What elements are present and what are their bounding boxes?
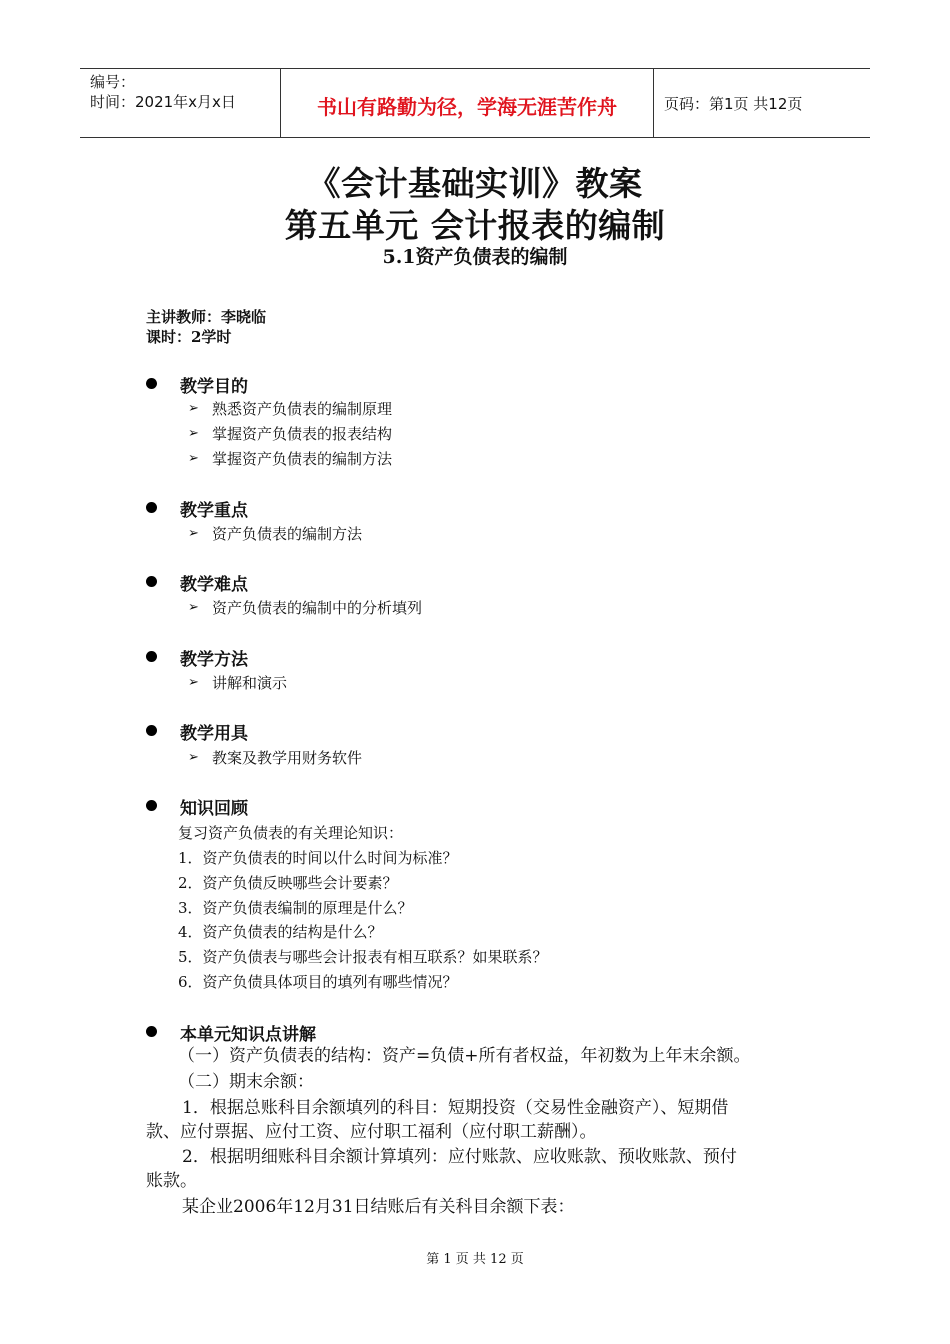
list-item: 1．资产负债表的时间以什么时间为标准？ (178, 849, 458, 867)
section-heading: 知识回顾 (180, 799, 248, 819)
page-info: 页码：第1页 共12页 (664, 95, 803, 113)
bullet-icon (146, 651, 157, 662)
section-heading: 教学重点 (180, 501, 248, 521)
list-item: 6．资产负债具体项目的填列有哪些情况？ (178, 973, 458, 991)
list-item: 教案及教学用财务软件 (212, 749, 363, 767)
list-item: 熟悉资产负债表的编制原理 (212, 400, 393, 418)
list-item: 资产负债表的编制中的分析填列 (212, 599, 423, 617)
document-title: 《会计基础实训》教案 (307, 164, 643, 203)
list-item: 掌握资产负债表的编制方法 (212, 450, 393, 468)
teacher-name: 主讲教师：李晓临 (146, 308, 267, 326)
arrow-bullet-icon: ➢ (188, 600, 199, 615)
header-info-cell (80, 69, 281, 137)
page-footer: 第 1 页 共 12 页 (426, 1252, 524, 1267)
list-item: 5．资产负债表与哪些会计报表有相互联系？如果联系？ (178, 948, 548, 966)
list-item: 掌握资产负债表的报表结构 (212, 425, 393, 443)
lesson-title: 5.1资产负债表的编制 (382, 246, 568, 268)
list-item: 2．资产负债反映哪些会计要素？ (178, 874, 398, 892)
paragraph: 2．根据明细账科目余额计算填列：应付账款、应收账款、预收账款、预付 (182, 1147, 737, 1167)
section-heading: 教学用具 (180, 724, 248, 744)
class-hours: 课时：2学时 (146, 328, 232, 346)
bullet-icon (146, 576, 157, 587)
header-motto-cell (281, 69, 654, 137)
list-item: 4．资产负债表的结构是什么？ (178, 923, 383, 941)
paragraph: 1．根据总账科目余额填列的科目：短期投资（交易性金融资产）、短期借 (182, 1098, 729, 1118)
section-heading: 教学方法 (180, 650, 248, 670)
section-heading: 教学难点 (180, 575, 248, 595)
bullet-icon (146, 1026, 157, 1037)
arrow-bullet-icon: ➢ (188, 401, 199, 416)
paragraph: （一）资产负债表的结构：资产=负债+所有者权益，年初数为上年末余额。 (178, 1046, 751, 1066)
arrow-bullet-icon: ➢ (188, 451, 199, 466)
paragraph: （二）期末余额： (178, 1072, 314, 1092)
arrow-bullet-icon: ➢ (188, 675, 199, 690)
bullet-icon (146, 800, 157, 811)
bullet-icon (146, 725, 157, 736)
bullet-icon (146, 502, 157, 513)
review-intro: 复习资产负债表的有关理论知识： (178, 824, 404, 842)
list-item: 资产负债表的编制方法 (212, 525, 363, 543)
bullet-icon (146, 378, 157, 389)
document-header (80, 68, 870, 138)
arrow-bullet-icon: ➢ (188, 426, 199, 441)
arrow-bullet-icon: ➢ (188, 750, 199, 765)
header-page-cell (654, 69, 870, 137)
section-heading: 教学目的 (180, 377, 248, 397)
list-item: 讲解和演示 (212, 674, 288, 692)
paragraph: 款、应付票据、应付工资、应付职工福利（应付职工薪酬）。 (146, 1122, 597, 1142)
paragraph: 账款。 (146, 1171, 197, 1191)
serial-label: 编号： (90, 73, 136, 91)
list-item: 3．资产负债表编制的原理是什么？ (178, 899, 413, 917)
arrow-bullet-icon: ➢ (188, 526, 199, 541)
unit-title: 第五单元 会计报表的编制 (284, 206, 666, 245)
motto: 书山有路勤为径，学海无涯苦作舟 (317, 95, 617, 119)
time-label: 时间：2021年x月x日 (90, 93, 236, 111)
paragraph: 某企业2006年12月31日结账后有关科目余额下表： (182, 1197, 575, 1217)
section-heading: 本单元知识点讲解 (180, 1025, 316, 1045)
